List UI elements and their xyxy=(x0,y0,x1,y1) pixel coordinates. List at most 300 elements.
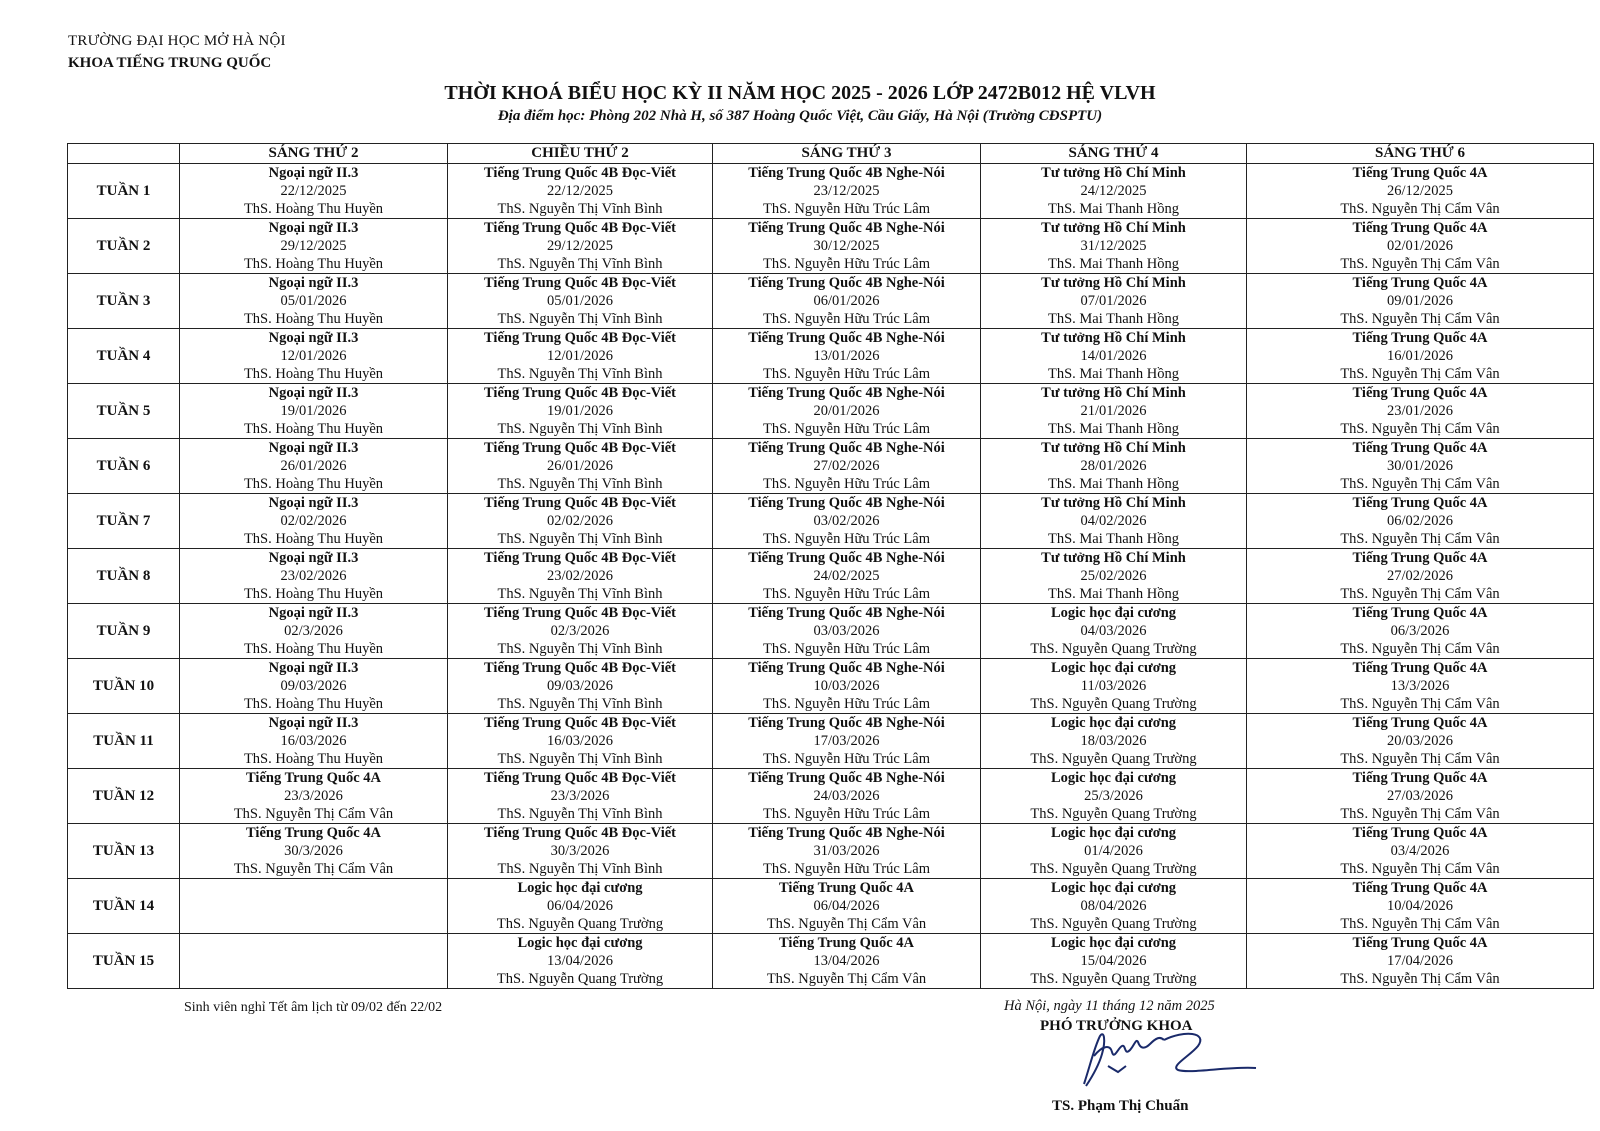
course-name: Tiếng Trung Quốc 4A xyxy=(1352,385,1488,401)
schedule-cell xyxy=(1247,329,1594,384)
session-date: 23/01/2026 xyxy=(1386,403,1454,419)
teacher-name: ThS. Nguyễn Hữu Trúc Lâm xyxy=(763,586,930,602)
course-name: Tiếng Trung Quốc 4A xyxy=(1352,935,1488,951)
schedule-cell xyxy=(981,824,1247,879)
week-label: TUẦN 5 xyxy=(68,384,180,439)
session-date: 13/01/2026 xyxy=(813,348,880,364)
course-name: Tiếng Trung Quốc 4B Nghe-Nói xyxy=(748,330,945,346)
course-name: Ngoại ngữ II.3 xyxy=(268,550,359,566)
course-name: Ngoại ngữ II.3 xyxy=(268,165,359,181)
session-date: 03/02/2026 xyxy=(813,513,880,529)
teacher-name: ThS. Hoàng Thu Huyền xyxy=(243,586,384,602)
session-date: 13/04/2026 xyxy=(813,953,880,969)
week-label: TUẦN 9 xyxy=(68,604,180,659)
session-date: 24/02/2025 xyxy=(813,568,880,584)
schedule-cell xyxy=(180,604,448,659)
schedule-cell xyxy=(981,714,1247,769)
schedule-cell xyxy=(981,604,1247,659)
schedule-cell xyxy=(180,714,448,769)
week-label: TUẦN 10 xyxy=(68,659,180,714)
schedule-cell xyxy=(713,219,981,274)
teacher-name: ThS. Hoàng Thu Huyền xyxy=(243,201,384,217)
schedule-cell xyxy=(180,329,448,384)
session-date: 04/03/2026 xyxy=(1080,623,1147,639)
course-name: Ngoại ngữ II.3 xyxy=(268,330,359,346)
session-date: 23/3/2026 xyxy=(284,788,343,804)
table-row xyxy=(68,659,1594,714)
schedule-cell xyxy=(180,439,448,494)
schedule-cell xyxy=(1247,384,1594,439)
schedule-cell xyxy=(713,879,981,934)
session-date: 06/01/2026 xyxy=(813,293,880,309)
schedule-cell xyxy=(180,549,448,604)
teacher-name: ThS. Nguyễn Thị Vĩnh Bình xyxy=(497,311,663,327)
schedule-cell xyxy=(448,384,713,439)
teacher-name: ThS. Nguyễn Hữu Trúc Lâm xyxy=(763,806,930,822)
session-date: 13/3/2026 xyxy=(1390,678,1450,694)
course-name: Ngoại ngữ II.3 xyxy=(268,275,359,291)
course-name: Ngoại ngữ II.3 xyxy=(268,660,359,676)
schedule-cell xyxy=(981,329,1247,384)
schedule-cell xyxy=(981,494,1247,549)
teacher-name: ThS. Mai Thanh Hồng xyxy=(1047,256,1180,272)
schedule-cell xyxy=(448,934,713,989)
course-name: Tiếng Trung Quốc 4A xyxy=(1352,825,1488,841)
schedule-cell xyxy=(180,659,448,714)
course-name: Tư tưởng Hồ Chí Minh xyxy=(1041,385,1186,401)
teacher-name: ThS. Nguyễn Hữu Trúc Lâm xyxy=(763,421,930,437)
course-name: Ngoại ngữ II.3 xyxy=(268,220,359,236)
schedule-cell xyxy=(1247,879,1594,934)
teacher-name: ThS. Nguyễn Hữu Trúc Lâm xyxy=(763,201,930,217)
table-row xyxy=(68,549,1594,604)
course-name: Tiếng Trung Quốc 4B Đọc-Viết xyxy=(484,770,676,786)
day-column-header: CHIỀU THỨ 2 xyxy=(448,144,713,164)
course-name: Tư tưởng Hồ Chí Minh xyxy=(1041,220,1186,236)
schedule-cell xyxy=(713,769,981,824)
course-name: Tiếng Trung Quốc 4B Nghe-Nói xyxy=(748,605,945,621)
teacher-name: ThS. Hoàng Thu Huyền xyxy=(243,531,384,547)
teacher-name: ThS. Nguyễn Quang Trường xyxy=(1030,916,1197,932)
session-date: 08/04/2026 xyxy=(1080,898,1147,914)
week-label: TUẦN 8 xyxy=(68,549,180,604)
teacher-name: ThS. Nguyễn Hữu Trúc Lâm xyxy=(763,476,930,492)
course-name: Logic học đại cương xyxy=(1050,715,1177,731)
week-label: TUẦN 4 xyxy=(68,329,180,384)
course-name: Tư tưởng Hồ Chí Minh xyxy=(1041,550,1186,566)
teacher-name: ThS. Hoàng Thu Huyền xyxy=(243,256,384,272)
teacher-name: ThS. Nguyễn Thị Cẩm Vân xyxy=(766,971,927,987)
schedule-cell xyxy=(180,769,448,824)
schedule-cell xyxy=(448,164,713,219)
timetable-body xyxy=(68,164,1594,989)
session-date: 06/04/2026 xyxy=(813,898,880,914)
course-name: Tiếng Trung Quốc 4B Đọc-Viết xyxy=(484,605,676,621)
schedule-cell xyxy=(448,824,713,879)
teacher-name: ThS. Nguyễn Thị Vĩnh Bình xyxy=(497,421,663,437)
teacher-name: ThS. Nguyễn Quang Trường xyxy=(496,971,664,987)
teacher-name: ThS. Nguyễn Thị Cẩm Vân xyxy=(233,861,394,877)
session-date: 27/03/2026 xyxy=(1386,788,1454,804)
course-name: Tiếng Trung Quốc 4A xyxy=(1352,220,1488,236)
session-date: 06/04/2026 xyxy=(546,898,614,914)
course-name: Ngoại ngữ II.3 xyxy=(268,385,359,401)
teacher-name: ThS. Nguyễn Thị Cẩm Vân xyxy=(1340,696,1500,712)
session-date: 03/03/2026 xyxy=(813,623,880,639)
course-name: Tiếng Trung Quốc 4B Nghe-Nói xyxy=(748,825,945,841)
session-date: 27/02/2026 xyxy=(813,458,880,474)
teacher-name: ThS. Nguyễn Thị Vĩnh Bình xyxy=(497,861,663,877)
course-name: Tiếng Trung Quốc 4A xyxy=(1352,605,1488,621)
schedule-cell xyxy=(1247,549,1594,604)
course-name: Tiếng Trung Quốc 4B Nghe-Nói xyxy=(748,165,945,181)
course-name: Tiếng Trung Quốc 4B Đọc-Viết xyxy=(484,550,676,566)
session-date: 09/03/2026 xyxy=(546,678,614,694)
holiday-note: Sinh viên nghỉ Tết âm lịch từ 09/02 đến 22/02 xyxy=(184,1000,443,1015)
session-date: 23/02/2026 xyxy=(546,568,614,584)
teacher-name: ThS. Nguyễn Thị Cẩm Vân xyxy=(233,806,394,822)
session-date: 19/01/2026 xyxy=(546,403,614,419)
signer-role: PHÓ TRƯỞNG KHOA xyxy=(1040,1018,1193,1034)
teacher-name: ThS. Nguyễn Thị Cẩm Vân xyxy=(1340,256,1500,272)
session-date: 03/4/2026 xyxy=(1390,843,1450,859)
session-date: 27/02/2026 xyxy=(1386,568,1454,584)
session-date: 17/04/2026 xyxy=(1386,953,1454,969)
table-row xyxy=(68,604,1594,659)
schedule-cell xyxy=(1247,714,1594,769)
schedule-cell xyxy=(180,879,448,934)
session-date: 26/01/2026 xyxy=(280,458,347,474)
schedule-cell xyxy=(981,934,1247,989)
course-name: Tiếng Trung Quốc 4B Đọc-Viết xyxy=(484,220,676,236)
session-date: 19/01/2026 xyxy=(280,403,347,419)
schedule-cell xyxy=(448,714,713,769)
course-name: Tiếng Trung Quốc 4A xyxy=(779,935,914,951)
course-name: Tiếng Trung Quốc 4B Đọc-Viết xyxy=(484,715,676,731)
teacher-name: ThS. Nguyễn Thị Cẩm Vân xyxy=(1340,421,1500,437)
table-row xyxy=(68,219,1594,274)
session-date: 23/3/2026 xyxy=(550,788,610,804)
session-date: 29/12/2025 xyxy=(280,238,347,254)
teacher-name: ThS. Hoàng Thu Huyền xyxy=(243,696,384,712)
teacher-name: ThS. Nguyễn Thị Vĩnh Bình xyxy=(497,476,663,492)
schedule-cell xyxy=(1247,274,1594,329)
course-name: Tiếng Trung Quốc 4B Nghe-Nói xyxy=(748,220,945,236)
schedule-cell xyxy=(180,164,448,219)
week-label: TUẦN 7 xyxy=(68,494,180,549)
page-title: THỜI KHOÁ BIỂU HỌC KỲ II NĂM HỌC 2025 - 2026 LỚP 2472B012 HỆ VLVH xyxy=(444,82,1156,104)
week-label: TUẦN 6 xyxy=(68,439,180,494)
schedule-cell xyxy=(981,219,1247,274)
course-name: Tiếng Trung Quốc 4A xyxy=(1352,495,1488,511)
teacher-name: ThS. Mai Thanh Hồng xyxy=(1047,311,1180,327)
schedule-cell xyxy=(448,329,713,384)
course-name: Tiếng Trung Quốc 4A xyxy=(1352,770,1488,786)
teacher-name: ThS. Nguyễn Thị Cẩm Vân xyxy=(1340,916,1500,932)
session-date: 23/02/2026 xyxy=(280,568,347,584)
schedule-cell xyxy=(713,659,981,714)
day-column-header: SÁNG THỨ 3 xyxy=(713,144,981,164)
session-date: 17/03/2026 xyxy=(813,733,880,749)
session-date: 16/03/2026 xyxy=(280,733,347,749)
teacher-name: ThS. Nguyễn Thị Cẩm Vân xyxy=(1340,311,1500,327)
course-name: Tiếng Trung Quốc 4A xyxy=(246,770,381,786)
course-name: Tiếng Trung Quốc 4B Đọc-Viết xyxy=(484,275,676,291)
teacher-name: ThS. Nguyễn Quang Trường xyxy=(1030,696,1197,712)
timetable xyxy=(67,143,1594,989)
course-name: Tiếng Trung Quốc 4A xyxy=(779,880,914,896)
week-label: TUẦN 1 xyxy=(68,164,180,219)
session-date: 09/01/2026 xyxy=(1386,293,1454,309)
teacher-name: ThS. Nguyễn Hữu Trúc Lâm xyxy=(763,256,930,272)
teacher-name: ThS. Mai Thanh Hồng xyxy=(1047,201,1180,217)
day-column-header: SÁNG THỨ 6 xyxy=(1247,144,1594,164)
session-date: 13/04/2026 xyxy=(546,953,614,969)
schedule-cell xyxy=(180,274,448,329)
course-name: Logic học đại cương xyxy=(1050,825,1177,841)
session-date: 31/03/2026 xyxy=(813,843,880,859)
course-name: Logic học đại cương xyxy=(1050,605,1177,621)
place-date: Hà Nội, ngày 11 tháng 12 năm 2025 xyxy=(1004,998,1215,1014)
session-date: 09/03/2026 xyxy=(280,678,347,694)
session-date: 20/03/2026 xyxy=(1386,733,1454,749)
schedule-cell xyxy=(713,384,981,439)
teacher-name: ThS. Nguyễn Thị Vĩnh Bình xyxy=(497,641,663,657)
teacher-name: ThS. Nguyễn Hữu Trúc Lâm xyxy=(763,641,930,657)
session-date: 28/01/2026 xyxy=(1080,458,1147,474)
table-row xyxy=(68,384,1594,439)
schedule-cell xyxy=(448,494,713,549)
session-date: 02/3/2026 xyxy=(284,623,343,639)
session-date: 02/02/2026 xyxy=(280,513,347,529)
schedule-cell xyxy=(981,549,1247,604)
teacher-name: ThS. Mai Thanh Hồng xyxy=(1047,531,1180,547)
teacher-name: ThS. Mai Thanh Hồng xyxy=(1047,421,1180,437)
session-date: 16/01/2026 xyxy=(1386,348,1454,364)
schedule-cell xyxy=(448,274,713,329)
session-date: 26/12/2025 xyxy=(1386,183,1454,199)
schedule-cell xyxy=(713,604,981,659)
course-name: Tiếng Trung Quốc 4B Đọc-Viết xyxy=(484,385,676,401)
session-date: 16/03/2026 xyxy=(546,733,614,749)
week-label: TUẦN 11 xyxy=(68,714,180,769)
table-row xyxy=(68,439,1594,494)
week-column-header xyxy=(68,144,180,164)
schedule-cell xyxy=(448,604,713,659)
course-name: Ngoại ngữ II.3 xyxy=(268,440,359,456)
teacher-name: ThS. Nguyễn Thị Cẩm Vân xyxy=(1340,806,1500,822)
schedule-cell xyxy=(448,879,713,934)
faculty-name: KHOA TIẾNG TRUNG QUỐC xyxy=(68,55,272,71)
schedule-cell xyxy=(448,659,713,714)
session-date: 31/12/2025 xyxy=(1080,238,1147,254)
session-date: 25/02/2026 xyxy=(1080,568,1147,584)
session-date: 23/12/2025 xyxy=(813,183,880,199)
session-date: 25/3/2026 xyxy=(1084,788,1143,804)
table-row xyxy=(68,769,1594,824)
session-date: 30/12/2025 xyxy=(813,238,880,254)
course-name: Logic học đại cương xyxy=(517,880,643,896)
teacher-name: ThS. Nguyễn Quang Trường xyxy=(1030,861,1197,877)
teacher-name: ThS. Nguyễn Hữu Trúc Lâm xyxy=(763,696,930,712)
course-name: Tiếng Trung Quốc 4B Đọc-Viết xyxy=(484,440,676,456)
session-date: 04/02/2026 xyxy=(1080,513,1147,529)
schedule-cell xyxy=(1247,934,1594,989)
signature-image xyxy=(1060,1026,1280,1096)
teacher-name: ThS. Nguyễn Thị Vĩnh Bình xyxy=(497,696,663,712)
schedule-cell xyxy=(180,219,448,274)
week-label: TUẦN 14 xyxy=(68,879,180,934)
schedule-cell xyxy=(713,439,981,494)
teacher-name: ThS. Hoàng Thu Huyền xyxy=(243,751,384,767)
session-date: 02/02/2026 xyxy=(546,513,614,529)
teacher-name: ThS. Nguyễn Thị Cẩm Vân xyxy=(1340,751,1500,767)
schedule-cell xyxy=(981,439,1247,494)
course-name: Tiếng Trung Quốc 4B Nghe-Nói xyxy=(748,495,945,511)
teacher-name: ThS. Nguyễn Quang Trường xyxy=(1030,806,1197,822)
teacher-name: ThS. Nguyễn Thị Vĩnh Bình xyxy=(497,531,663,547)
schedule-cell xyxy=(448,769,713,824)
signer-name: TS. Phạm Thị Chuẩn xyxy=(1052,1098,1189,1114)
teacher-name: ThS. Mai Thanh Hồng xyxy=(1047,586,1180,602)
session-date: 30/01/2026 xyxy=(1386,458,1454,474)
schedule-cell xyxy=(713,934,981,989)
schedule-cell xyxy=(448,439,713,494)
teacher-name: ThS. Nguyễn Thị Cẩm Vân xyxy=(1340,201,1500,217)
teacher-name: ThS. Nguyễn Thị Cẩm Vân xyxy=(1340,586,1500,602)
course-name: Tiếng Trung Quốc 4B Đọc-Viết xyxy=(484,495,676,511)
teacher-name: ThS. Hoàng Thu Huyền xyxy=(243,476,384,492)
schedule-cell xyxy=(713,329,981,384)
teacher-name: ThS. Nguyễn Hữu Trúc Lâm xyxy=(763,311,930,327)
table-row xyxy=(68,329,1594,384)
teacher-name: ThS. Hoàng Thu Huyền xyxy=(243,366,384,382)
course-name: Tiếng Trung Quốc 4B Nghe-Nói xyxy=(748,385,945,401)
course-name: Tiếng Trung Quốc 4B Đọc-Viết xyxy=(484,825,676,841)
course-name: Logic học đại cương xyxy=(517,935,643,951)
course-name: Logic học đại cương xyxy=(1050,770,1177,786)
course-name: Tư tưởng Hồ Chí Minh xyxy=(1041,330,1186,346)
teacher-name: ThS. Nguyễn Thị Cẩm Vân xyxy=(1340,641,1500,657)
teacher-name: ThS. Nguyễn Quang Trường xyxy=(1030,971,1197,987)
session-date: 12/01/2026 xyxy=(546,348,614,364)
course-name: Tư tưởng Hồ Chí Minh xyxy=(1041,275,1186,291)
teacher-name: ThS. Nguyễn Thị Vĩnh Bình xyxy=(497,256,663,272)
course-name: Tiếng Trung Quốc 4B Nghe-Nói xyxy=(748,550,945,566)
teacher-name: ThS. Nguyễn Hữu Trúc Lâm xyxy=(763,531,930,547)
table-row xyxy=(68,164,1594,219)
course-name: Tiếng Trung Quốc 4A xyxy=(246,825,381,841)
day-column-header: SÁNG THỨ 2 xyxy=(180,144,448,164)
teacher-name: ThS. Nguyễn Thị Cẩm Vân xyxy=(1340,971,1500,987)
session-date: 05/01/2026 xyxy=(546,293,614,309)
course-name: Logic học đại cương xyxy=(1050,660,1177,676)
teacher-name: ThS. Nguyễn Quang Trường xyxy=(1030,641,1197,657)
course-name: Tiếng Trung Quốc 4A xyxy=(1352,550,1488,566)
timetable-header xyxy=(68,144,1594,164)
table-row xyxy=(68,714,1594,769)
week-label: TUẦN 3 xyxy=(68,274,180,329)
session-date: 20/01/2026 xyxy=(813,403,880,419)
schedule-cell xyxy=(981,274,1247,329)
course-name: Tiếng Trung Quốc 4A xyxy=(1352,715,1488,731)
session-date: 14/01/2026 xyxy=(1080,348,1147,364)
session-date: 07/01/2026 xyxy=(1080,293,1147,309)
schedule-cell xyxy=(1247,494,1594,549)
teacher-name: ThS. Mai Thanh Hồng xyxy=(1047,476,1180,492)
teacher-name: ThS. Hoàng Thu Huyền xyxy=(243,311,384,327)
session-date: 30/3/2026 xyxy=(550,843,610,859)
table-row xyxy=(68,824,1594,879)
course-name: Tư tưởng Hồ Chí Minh xyxy=(1041,440,1186,456)
course-name: Tiếng Trung Quốc 4B Đọc-Viết xyxy=(484,165,676,181)
university-name: TRƯỜNG ĐẠI HỌC MỞ HÀ NỘI xyxy=(68,33,286,49)
schedule-cell xyxy=(713,494,981,549)
session-date: 02/01/2026 xyxy=(1386,238,1454,254)
course-name: Tiếng Trung Quốc 4B Đọc-Viết xyxy=(484,660,676,676)
teacher-name: ThS. Nguyễn Quang Trường xyxy=(1030,751,1197,767)
course-name: Tiếng Trung Quốc 4B Nghe-Nói xyxy=(748,440,945,456)
teacher-name: ThS. Nguyễn Thị Cẩm Vân xyxy=(1340,861,1500,877)
schedule-cell xyxy=(180,494,448,549)
table-row xyxy=(68,274,1594,329)
schedule-cell xyxy=(981,769,1247,824)
day-column-header: SÁNG THỨ 4 xyxy=(981,144,1247,164)
course-name: Tiếng Trung Quốc 4A xyxy=(1352,880,1488,896)
session-date: 12/01/2026 xyxy=(280,348,347,364)
schedule-cell xyxy=(1247,604,1594,659)
session-date: 22/12/2025 xyxy=(280,183,347,199)
teacher-name: ThS. Nguyễn Thị Vĩnh Bình xyxy=(497,586,663,602)
session-date: 06/3/2026 xyxy=(1390,623,1450,639)
teacher-name: ThS. Nguyễn Thị Vĩnh Bình xyxy=(497,366,663,382)
teacher-name: ThS. Nguyễn Thị Cẩm Vân xyxy=(1340,366,1500,382)
schedule-cell xyxy=(713,824,981,879)
teacher-name: ThS. Hoàng Thu Huyền xyxy=(243,641,384,657)
session-date: 05/01/2026 xyxy=(280,293,347,309)
teacher-name: ThS. Nguyễn Thị Cẩm Vân xyxy=(1340,476,1500,492)
session-date: 22/12/2025 xyxy=(546,183,614,199)
course-name: Tư tưởng Hồ Chí Minh xyxy=(1041,495,1186,511)
schedule-cell xyxy=(1247,219,1594,274)
schedule-cell xyxy=(713,164,981,219)
schedule-cell xyxy=(1247,824,1594,879)
course-name: Tiếng Trung Quốc 4B Nghe-Nói xyxy=(748,770,945,786)
teacher-name: ThS. Nguyễn Thị Cẩm Vân xyxy=(766,916,927,932)
schedule-cell xyxy=(1247,659,1594,714)
location-subtitle: Địa điểm học: Phòng 202 Nhà H, số 387 Hoàng Quốc Việt, Cầu Giấy, Hà Nội (Trường CĐSPTU) xyxy=(497,108,1103,124)
teacher-name: ThS. Nguyễn Hữu Trúc Lâm xyxy=(763,366,930,382)
table-row xyxy=(68,494,1594,549)
schedule-cell xyxy=(1247,439,1594,494)
teacher-name: ThS. Nguyễn Thị Cẩm Vân xyxy=(1340,531,1500,547)
schedule-cell xyxy=(981,879,1247,934)
schedule-cell xyxy=(180,384,448,439)
schedule-cell xyxy=(448,219,713,274)
teacher-name: ThS. Hoàng Thu Huyền xyxy=(243,421,384,437)
schedule-cell xyxy=(1247,164,1594,219)
course-name: Tiếng Trung Quốc 4B Nghe-Nói xyxy=(748,715,945,731)
session-date: 10/04/2026 xyxy=(1386,898,1454,914)
schedule-cell xyxy=(981,384,1247,439)
schedule-cell xyxy=(981,659,1247,714)
course-name: Tiếng Trung Quốc 4B Nghe-Nói xyxy=(748,660,945,676)
course-name: Tiếng Trung Quốc 4B Nghe-Nói xyxy=(748,275,945,291)
session-date: 02/3/2026 xyxy=(550,623,610,639)
course-name: Ngoại ngữ II.3 xyxy=(268,605,359,621)
course-name: Tiếng Trung Quốc 4A xyxy=(1352,330,1488,346)
schedule-cell xyxy=(713,274,981,329)
